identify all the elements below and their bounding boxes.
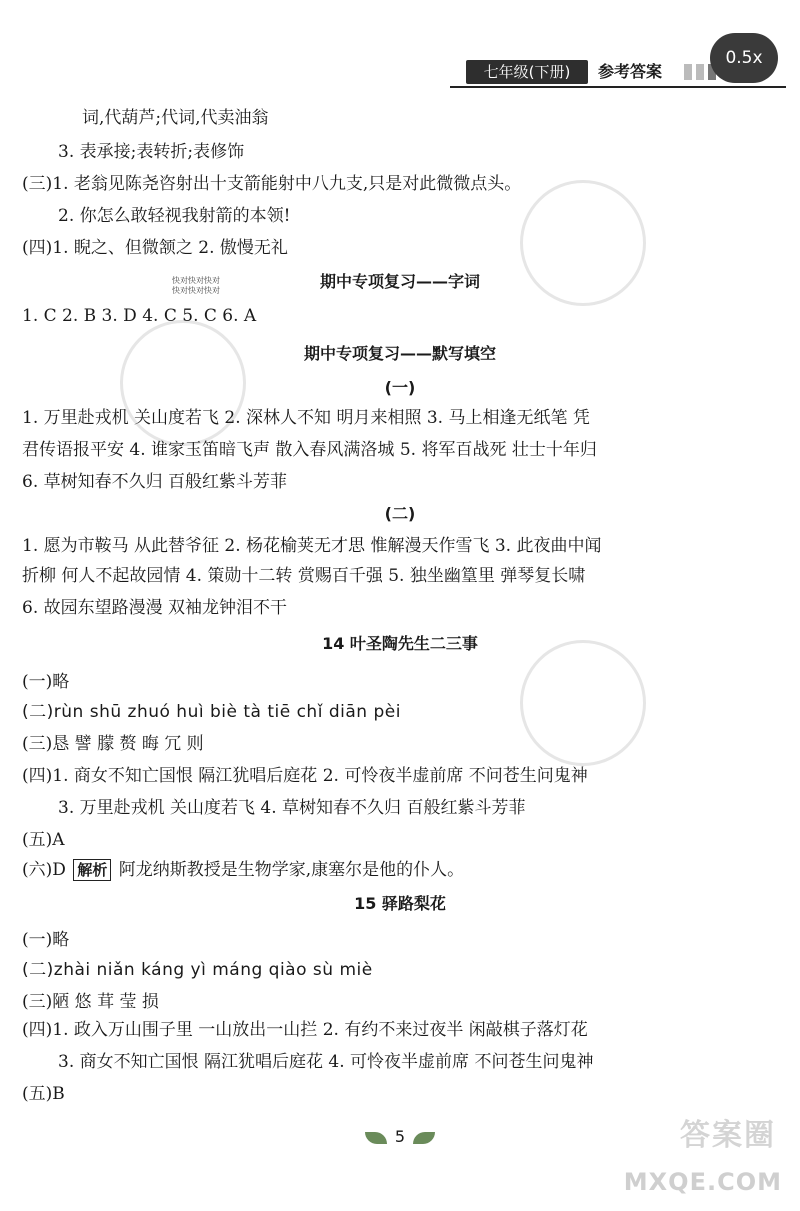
pinyin-line: (二)rùn shū zhuó huì biè tà tiē chǐ diān pèi [22, 702, 401, 722]
answer-line: (一)略 [22, 672, 70, 692]
watermark-brand: 答案圈 [680, 1118, 776, 1153]
zoom-badge[interactable]: 0.5x [710, 33, 778, 83]
section-title: 14 叶圣陶先生二三事 [322, 634, 478, 653]
answer-line: (三)1. 老翁见陈尧咨射出十支箭能射中八九支,只是对此微微点头。 [22, 174, 522, 194]
answer-line: 1. 愿为市鞍马 从此替爷征 2. 杨花榆荚无才思 惟解漫天作雪飞 3. 此夜曲中闻 [22, 536, 602, 556]
grade-tab: 七年级(下册) [466, 60, 588, 84]
analysis-tag: 解析 [73, 859, 111, 881]
part-title: (二) [384, 504, 416, 523]
answer-line: (四)1. 商女不知亡国恨 隔江犹唱后庭花 2. 可怜夜半虚前席 不问苍生问鬼神 [22, 766, 588, 786]
header-rule [450, 86, 786, 88]
answer-line: 1. 万里赴戎机 关山度若飞 2. 深林人不知 明月来相照 3. 马上相逢无纸笔 凭 [22, 408, 590, 428]
answer-line: 6. 故园东望路漫漫 双袖龙钟泪不干 [22, 598, 288, 618]
leaf-icon [413, 1132, 435, 1144]
answer-line: 君传语报平安 4. 谁家玉笛暗飞声 散入春风满洛城 5. 将军百战死 壮士十年归 [22, 440, 597, 460]
answer-line: (六)D 解析 阿龙纳斯教授是生物学家,康塞尔是他的仆人。 [22, 860, 465, 880]
answer-line: (三)陋 悠 茸 莹 损 [22, 992, 159, 1012]
section-title: 期中专项复习——默写填空 [303, 344, 496, 363]
answer-label: 参考答案 [598, 62, 663, 81]
answer-line: 3. 表承接;表转折;表修饰 [58, 142, 245, 162]
answer-line: (一)略 [22, 930, 70, 950]
answer-line: 1. C 2. B 3. D 4. C 5. C 6. A [22, 306, 257, 326]
answer-line: 6. 草树知春不久归 百般红紫斗芳菲 [22, 472, 288, 492]
answer-line: (四)1. 睨之、但微颔之 2. 傲慢无礼 [22, 238, 288, 258]
answer-line: (五)B [22, 1084, 65, 1104]
pinyin-line: (二)zhài niǎn káng yì máng qiào sù miè [22, 960, 373, 980]
answer-line: 词,代葫芦;代词,代卖油翁 [82, 108, 269, 128]
section-title: 15 驿路梨花 [354, 894, 446, 913]
part-title: (一) [384, 378, 416, 397]
leaf-icon [365, 1132, 387, 1144]
section-title: 期中专项复习——字词 [319, 272, 480, 291]
answer-line: 2. 你怎么敢轻视我射箭的本领! [58, 206, 291, 226]
page-number: 5 [0, 1127, 800, 1146]
answer-line: (三)恳 譬 朦 赘 晦 冗 则 [22, 734, 204, 754]
watermark-circle [520, 640, 646, 766]
answer-line: (五)A [22, 830, 65, 850]
answer-line: 3. 万里赴戎机 关山度若飞 4. 草树知春不久归 百般红紫斗芳菲 [58, 798, 526, 818]
watermark-url: MXQE.COM [623, 1168, 782, 1196]
answer-line: (四)1. 政入万山围子里 一山放出一山拦 2. 有约不来过夜半 闲敲棋子落灯花 [22, 1020, 588, 1040]
stamp-text: 快对快对快对 快对快对快对 [172, 276, 220, 295]
answer-line: 折柳 何人不起故园情 4. 策勋十二转 赏赐百千强 5. 独坐幽篁里 弹琴复长啸 [22, 566, 586, 586]
answer-line: 3. 商女不知亡国恨 隔江犹唱后庭花 4. 可怜夜半虚前席 不问苍生问鬼神 [58, 1052, 594, 1072]
